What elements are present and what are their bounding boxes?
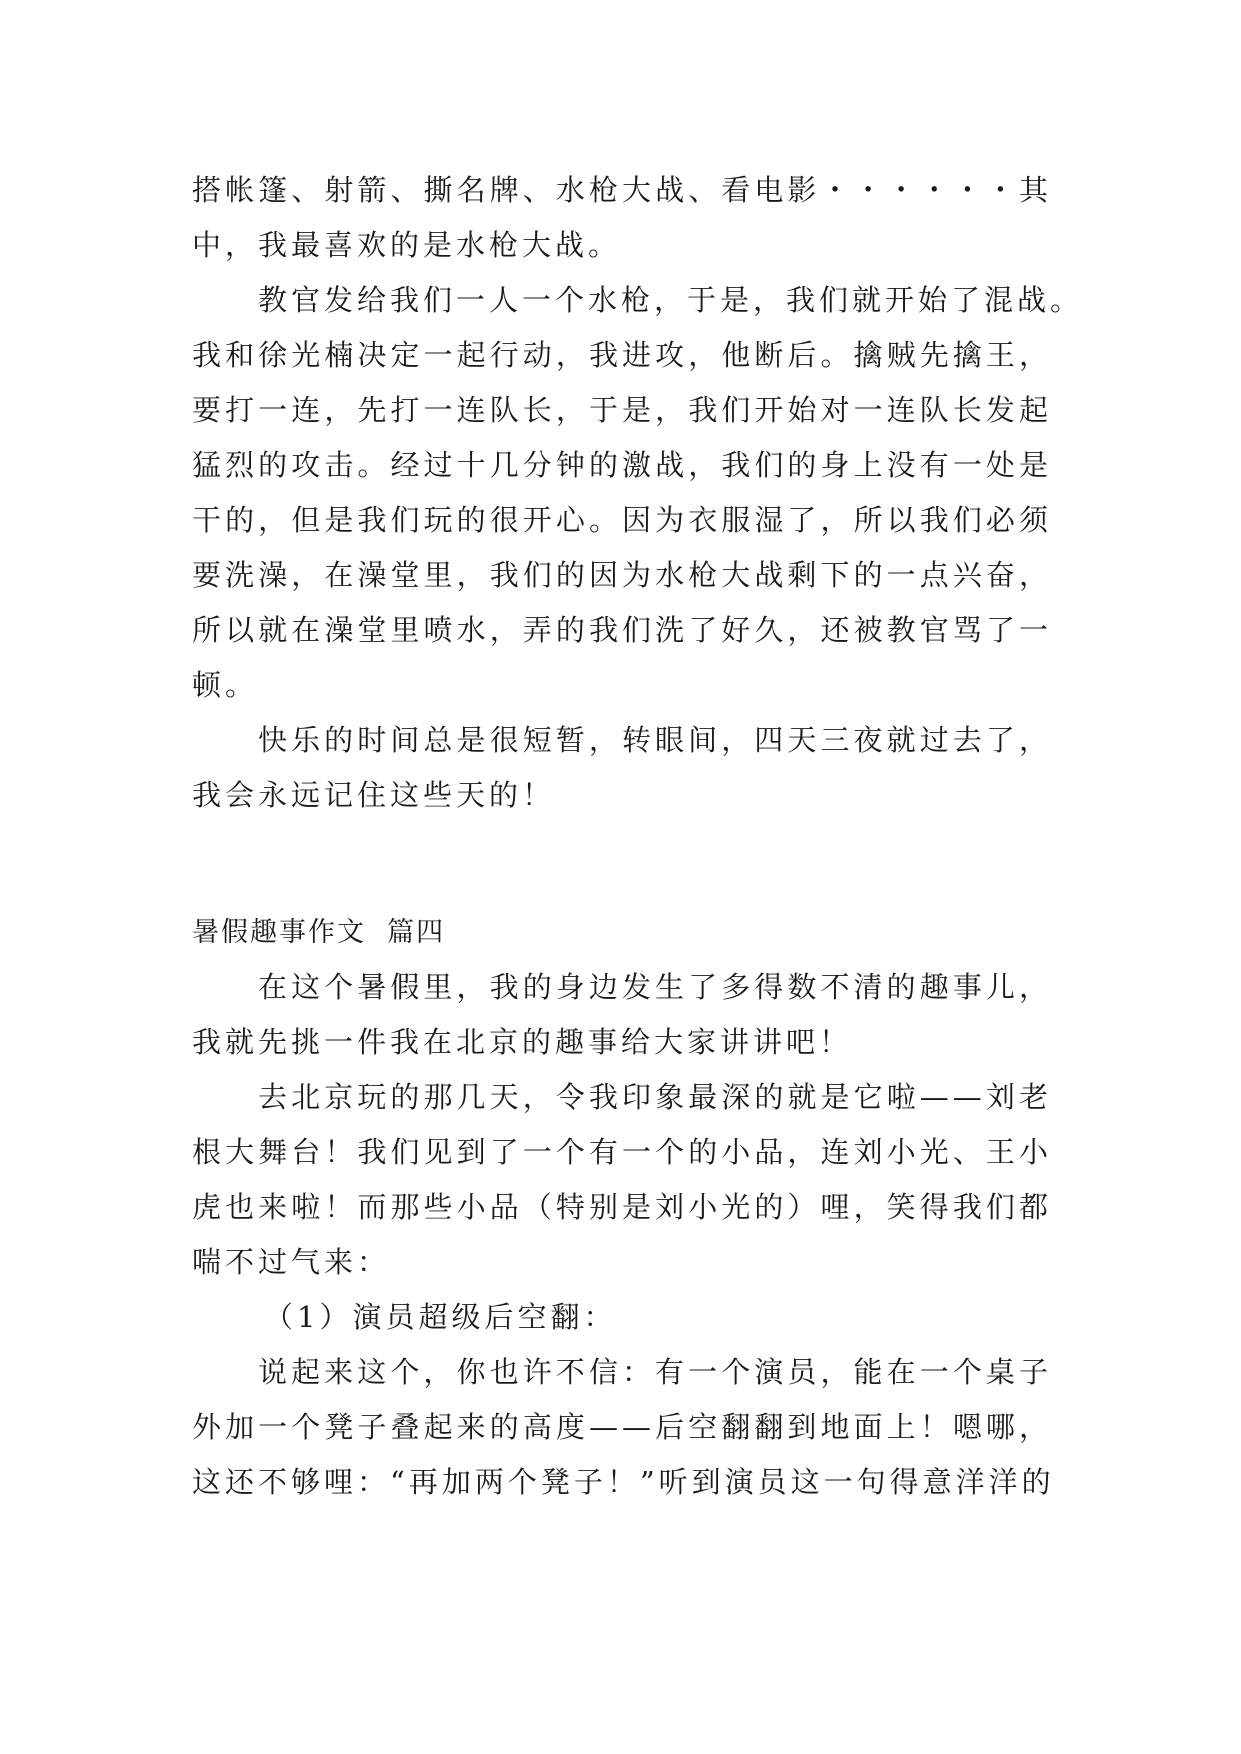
section-gap bbox=[192, 823, 1052, 905]
paragraph bbox=[192, 1290, 1052, 1345]
text-line: 要打一连，先打一连队长，于是，我们开始对一连队长发起 bbox=[192, 393, 1052, 427]
text-line: 我就先挑一件我在北京的趣事给大家讲讲吧！ bbox=[192, 1025, 853, 1059]
text-line: 搭帐篷、射箭、撕名牌、水枪大战、看电影・・・・・・其 bbox=[192, 173, 1052, 207]
text-line: 要洗澡，在澡堂里，我们的因为水枪大战剩下的一点兴奋， bbox=[192, 558, 1052, 592]
text-line: 快乐的时间总是很短暂，转眼间，四天三夜就过去了， bbox=[258, 723, 1052, 757]
text-line: 说起来这个，你也许不信：有一个演员，能在一个桌子 bbox=[258, 1355, 1052, 1389]
paragraph bbox=[192, 713, 1052, 823]
text-line: 喘不过气来： bbox=[192, 1245, 391, 1279]
text-line: （1）演员超级后空翻： bbox=[264, 1300, 617, 1334]
text-line: 猛烈的攻击。经过十几分钟的激战，我们的身上没有一处是 bbox=[192, 448, 1052, 482]
text-line: 这还不够哩：“再加两个凳子！”听到演员这一句得意洋洋的 bbox=[192, 1465, 1055, 1499]
document-page bbox=[192, 163, 1084, 1510]
paragraph bbox=[192, 960, 1052, 1070]
paragraph bbox=[192, 1345, 1055, 1510]
text-line: 虎也来啦！而那些小品（特别是刘小光的）哩，笑得我们都 bbox=[192, 1190, 1052, 1224]
text-line: 我和徐光楠决定一起行动，我进攻，他断后。擒贼先擒王， bbox=[192, 338, 1052, 372]
text-line: 根大舞台！我们见到了一个有一个的小品，连刘小光、王小 bbox=[192, 1135, 1052, 1169]
text-line: 在这个暑假里，我的身边发生了多得数不清的趣事儿， bbox=[258, 970, 1052, 1004]
section-heading: 暑假趣事作文 篇四 bbox=[192, 917, 446, 948]
text-line: 所以就在澡堂里喷水，弄的我们洗了好久，还被教官骂了一 bbox=[192, 613, 1052, 647]
text-line: 外加一个凳子叠起来的高度——后空翻翻到地面上！嗯哪， bbox=[192, 1410, 1052, 1444]
paragraph bbox=[192, 273, 1084, 713]
paragraph bbox=[192, 1070, 1052, 1290]
text-line: 中，我最喜欢的是水枪大战。 bbox=[192, 228, 622, 262]
text-line: 教官发给我们一人一个水枪，于是，我们就开始了混战。 bbox=[258, 283, 1084, 317]
text-line: 去北京玩的那几天，令我印象最深的就是它啦——刘老 bbox=[258, 1080, 1052, 1114]
text-line: 顿。 bbox=[192, 668, 259, 702]
paragraph bbox=[192, 163, 1052, 273]
text-line: 干的，但是我们玩的很开心。因为衣服湿了，所以我们必须 bbox=[192, 503, 1052, 537]
text-line: 我会永远记住这些天的！ bbox=[192, 778, 556, 812]
